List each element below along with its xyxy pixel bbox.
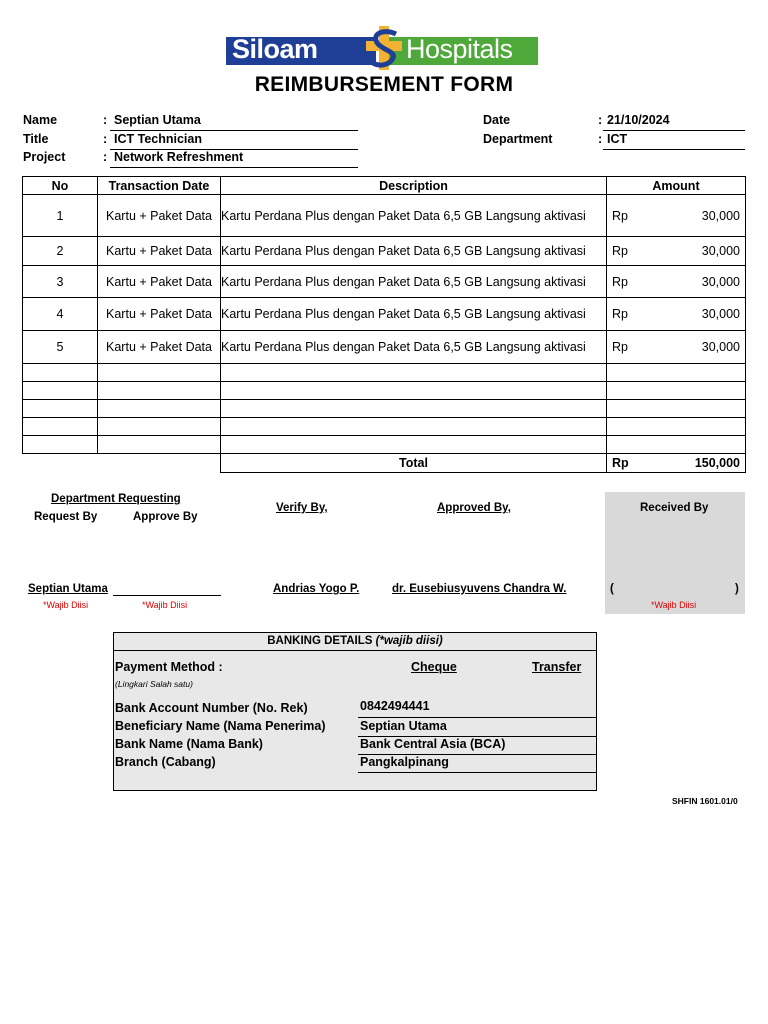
row-amount-value: 30,000 (701, 307, 740, 321)
row-description: Kartu Perdana Plus dengan Paket Data 6,5 GB Langsung aktivasi (221, 331, 607, 364)
table-row-empty (23, 436, 746, 454)
row-amount (607, 237, 746, 266)
table-row (23, 331, 746, 364)
total-currency: Rp (612, 456, 629, 470)
bank-name-value: Bank Central Asia (BCA) (360, 737, 506, 751)
account-number-value: 0842494441 (360, 699, 430, 713)
receiver-paren-open: ( (610, 583, 614, 595)
table-row-empty (23, 418, 746, 436)
row-currency: Rp (612, 274, 628, 289)
payment-option-transfer[interactable]: Transfer (532, 660, 582, 674)
table-row-empty (23, 400, 746, 418)
table-row-empty (23, 364, 746, 382)
row-currency: Rp (612, 208, 628, 223)
row-no: 3 (23, 266, 98, 298)
row-amount-value: 30,000 (701, 274, 740, 289)
row-amount (607, 298, 746, 331)
requester-required-note: *Wajib Diisi (43, 600, 89, 610)
table-header-row (23, 177, 746, 195)
document-code: SHFIN 1601.01/0 (672, 796, 738, 806)
project-label: Project (23, 150, 66, 164)
bank-name-label: Bank Name (Nama Bank) (115, 737, 263, 751)
banking-details-box (113, 632, 597, 791)
received-by-label: Received By (640, 502, 709, 514)
name-underline (110, 130, 358, 131)
account-number-label: Bank Account Number (No. Rek) (115, 701, 308, 715)
logo-brand-left: Siloam (232, 34, 318, 64)
row-amount (607, 195, 746, 237)
table-row (23, 195, 746, 237)
table-row (23, 298, 746, 331)
request-by-label: Request By (34, 511, 98, 523)
column-header-amount: Amount (607, 177, 746, 195)
name-value: Septian Utama (114, 113, 201, 127)
row-description: Kartu Perdana Plus dengan Paket Data 6,5 GB Langsung aktivasi (221, 298, 607, 331)
row-amount (607, 266, 746, 298)
row-currency: Rp (612, 340, 628, 354)
total-amount (607, 454, 746, 473)
column-header-transaction-date: Transaction Date (98, 177, 221, 195)
project-colon: : (103, 150, 108, 164)
approver-signature-line (113, 595, 221, 596)
payment-option-cheque[interactable]: Cheque (411, 660, 457, 674)
date-value: 21/10/2024 (607, 113, 670, 127)
column-header-description: Description (221, 177, 607, 195)
row-transaction-date: Kartu + Paket Data (98, 195, 221, 237)
row-transaction-date: Kartu + Paket Data (98, 237, 221, 266)
title-value: ICT Technician (114, 132, 202, 146)
transactions-table (22, 176, 746, 473)
approver-required-note: *Wajib Diisi (142, 600, 188, 610)
date-underline (603, 130, 745, 131)
banking-details-header (114, 633, 596, 651)
logo-left-block (226, 34, 376, 65)
table-row (23, 266, 746, 298)
form-title: REIMBURSEMENT FORM (254, 73, 514, 96)
row-no: 1 (23, 195, 98, 237)
banking-heading-note: (*wajib diisi) (375, 635, 443, 647)
title-colon: : (103, 132, 108, 146)
payment-method-label: Payment Method : (115, 660, 223, 674)
name-colon: : (103, 113, 108, 127)
project-value: Network Refreshment (114, 150, 244, 164)
row-no: 4 (23, 298, 98, 331)
department-underline (603, 149, 745, 150)
row-transaction-date: Kartu + Paket Data (98, 266, 221, 298)
row-description: Kartu Perdana Plus dengan Paket Data 6,5 GB Langsung aktivasi (221, 237, 607, 266)
date-colon: : (598, 113, 603, 127)
department-label: Department (483, 132, 553, 146)
row-currency: Rp (612, 307, 628, 321)
table-row (23, 237, 746, 266)
beneficiary-label: Beneficiary Name (Nama Penerima) (115, 719, 326, 733)
row-description: Kartu Perdana Plus dengan Paket Data 6,5 GB Langsung aktivasi (221, 266, 607, 298)
row-no: 2 (23, 237, 98, 266)
total-amount-value: 150,000 (694, 456, 740, 470)
row-amount-value: 30,000 (701, 340, 740, 354)
table-row-empty (23, 382, 746, 400)
date-label: Date (483, 113, 511, 127)
branch-value: Pangkalpinang (360, 755, 449, 769)
siloam-hospitals-logo (226, 26, 538, 70)
row-amount (607, 331, 746, 364)
approver-name: dr. Eusebiusyuvens Chandra W. (392, 583, 567, 595)
banking-heading: BANKING DETAILS (267, 635, 373, 647)
table-total-row (23, 454, 746, 473)
branch-label: Branch (Cabang) (115, 755, 216, 769)
approved-by-label: Approved By, (437, 502, 511, 514)
logo-brand-right: Hospitals (406, 34, 513, 64)
approve-by-label: Approve By (133, 511, 198, 523)
verifier-name: Andrias Yogo P. (273, 583, 360, 595)
dept-requesting-heading: Department Requesting (51, 493, 181, 505)
beneficiary-value: Septian Utama (360, 719, 447, 733)
name-label: Name (23, 113, 58, 127)
department-value: ICT (607, 132, 628, 146)
row-no: 5 (23, 331, 98, 364)
row-amount-value: 30,000 (701, 244, 740, 258)
column-header-no: No (23, 177, 98, 195)
receiver-required-note: *Wajib Diisi (651, 600, 697, 610)
verify-by-label: Verify By, (276, 502, 328, 514)
row-amount-value: 30,000 (701, 208, 740, 223)
row-currency: Rp (612, 244, 628, 258)
title-label: Title (23, 132, 49, 146)
payment-method-note: (Lingkari Salah satu) (115, 679, 193, 689)
requester-name: Septian Utama (28, 583, 108, 595)
row-transaction-date: Kartu + Paket Data (98, 331, 221, 364)
account-number-underline (358, 717, 596, 718)
receiver-paren-close: ) (735, 583, 739, 595)
department-colon: : (598, 132, 603, 146)
project-underline (110, 167, 358, 168)
total-label: Total (221, 454, 607, 473)
logo-emblem-icon (360, 26, 408, 70)
row-transaction-date: Kartu + Paket Data (98, 298, 221, 331)
branch-underline (358, 772, 596, 773)
row-description: Kartu Perdana Plus dengan Paket Data 6,5 GB Langsung aktivasi (221, 195, 607, 237)
